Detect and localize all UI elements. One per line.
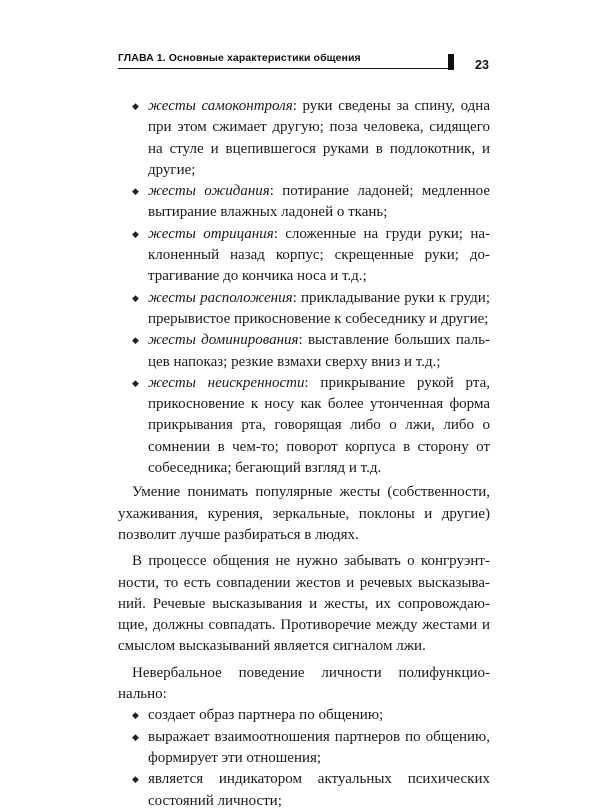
diamond-bullet-icon: ◆ <box>132 710 139 721</box>
diamond-bullet-icon: ◆ <box>132 186 139 197</box>
function-text: является индикатором актуальных психических состояний личности; <box>148 771 490 809</box>
gesture-description: : руки сведены за спину, одна при этом сжимает другую; поза человека, сидящего на стуле и вцепившегося руками в подлокотник, и другие; <box>148 98 490 178</box>
list-item <box>118 330 490 373</box>
diamond-bullet-icon: ◆ <box>132 228 139 239</box>
list-item <box>118 373 490 479</box>
body-paragraph: Невербальное поведение личности полифункционально: <box>118 664 490 703</box>
page-body <box>118 96 490 812</box>
list-item <box>118 769 490 812</box>
diamond-bullet-icon: ◆ <box>132 292 139 303</box>
diamond-bullet-icon: ◆ <box>132 731 139 742</box>
list-item <box>118 727 490 770</box>
gesture-description: : сложенные на груди руки; наклоненный назад корпус; скрещенные руки; дотрагивание до кончика носа и т.д.; <box>148 225 491 285</box>
list-item <box>118 181 490 224</box>
diamond-bullet-icon: ◆ <box>132 101 139 111</box>
gesture-description: : прикладывание руки к груди; прерывистое прикосновение к собеседнику и другие; <box>148 289 491 327</box>
header-rule <box>118 68 448 69</box>
running-header <box>118 52 458 74</box>
gesture-description: : прикрывание рукой рта, прикосновение к носу как более утонченная форма прикрывания рта, говорящая либо о лжи, либо о сомнении в чем-то; поворот корпуса в сторону от собеседника; бегающий взгляд и т.д. <box>148 374 490 477</box>
gesture-term: жесты расположения <box>148 289 293 306</box>
gesture-description: : выставление больших пальцев напоказ; резкие взмахи сверху вниз и т.д.; <box>148 332 490 370</box>
header-bar-mark <box>448 54 454 70</box>
list-item <box>118 224 490 288</box>
function-text: создает образ партнера по общению; <box>148 707 384 724</box>
list-item <box>118 96 490 181</box>
body-paragraph: Умение понимать популярные жесты (собственности, ухаживания, курения, зеркальные, поклоны и другие) позволит лучше разбираться в людях. <box>118 484 490 543</box>
diamond-bullet-icon: ◆ <box>132 335 139 346</box>
gesture-term: жесты доминирования <box>148 332 299 349</box>
list-item <box>118 705 490 726</box>
gesture-term: жесты неискренности <box>148 374 305 391</box>
list-item <box>118 288 490 331</box>
gesture-term: жесты ожидания <box>148 183 270 200</box>
gesture-term: жесты самоконтроля <box>148 98 293 114</box>
gesture-description: : потирание ладоней; медленное вытирание влажных ладоней о ткань; <box>148 183 490 221</box>
diamond-bullet-icon: ◆ <box>132 774 139 785</box>
gesture-term: жесты отрицания <box>148 225 274 242</box>
function-text: выражает взаимоотношения партнеров по общению, формирует эти отношения; <box>148 728 490 766</box>
diamond-bullet-icon: ◆ <box>132 377 139 388</box>
page-number: 23 <box>475 58 489 72</box>
chapter-title: ГЛАВА 1. Основные характеристики общения <box>118 52 361 64</box>
body-paragraph: В процессе общения не нужно забывать о конгруэнтности, то есть совпадении жестов и речевых высказываний. Речевые высказывания и жесты, их сопровождающие, должны совпадать. Противоречие между жестами и смыслом высказываний является сигналом лжи. <box>118 553 490 655</box>
